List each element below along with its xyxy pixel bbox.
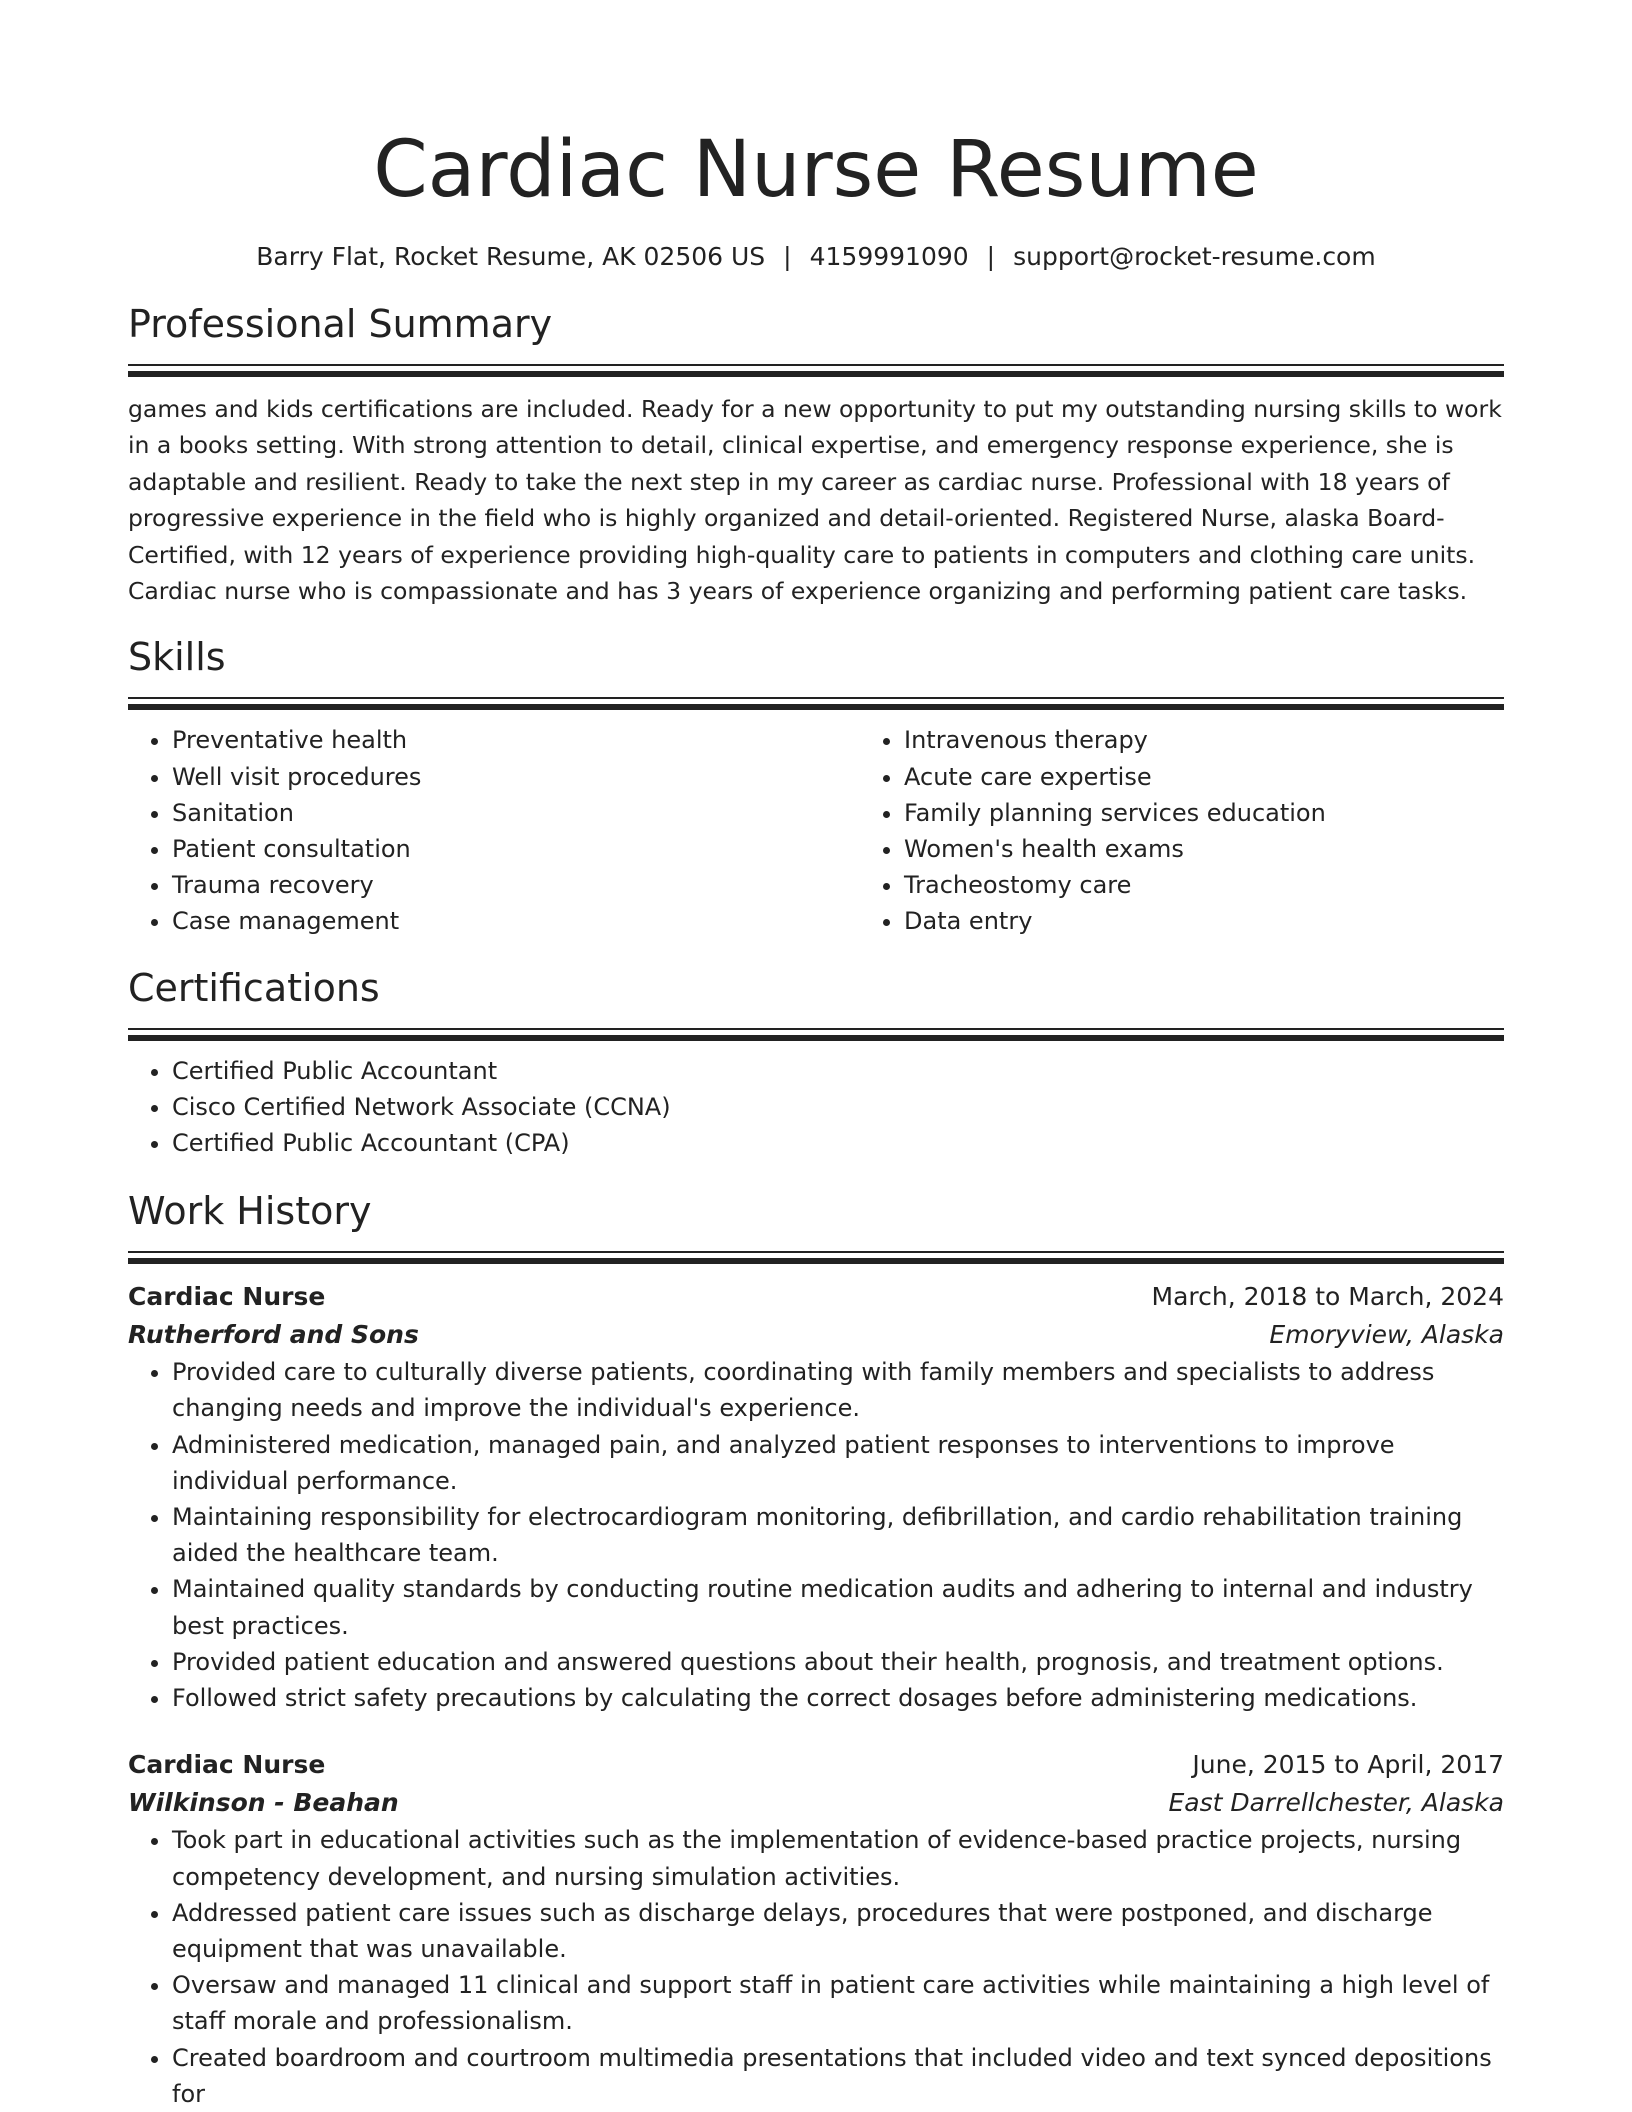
certifications-section <box>128 964 1504 1162</box>
job-location: East Darrellchester, Alaska <box>1168 1788 1504 1818</box>
job-dates: March, 2018 to March, 2024 <box>1151 1282 1504 1312</box>
skills-heading: Skills <box>128 635 226 680</box>
skill-item: • Intravenous therapy <box>904 722 1592 758</box>
skill-item: • Well visit procedures <box>172 759 860 795</box>
summary-heading: Professional Summary <box>128 302 553 346</box>
job-header <box>128 1278 1504 1316</box>
job-location: Emoryview, Alaska <box>1269 1320 1504 1350</box>
job-bullet: • Maintaining responsibility for electrocardiogram monitoring, defibrillation, and cardio rehabilitation training aided the healthcare team. <box>172 1499 1504 1571</box>
resume-page <box>128 0 1504 2112</box>
certifications-heading: Certifications <box>128 965 380 1010</box>
job-bullet: • Provided patient education and answered questions about their health, prognosis, and treatment options. <box>172 1644 1504 1680</box>
skills-section <box>128 633 1504 939</box>
job-header <box>128 1746 1504 1784</box>
job-dates: June, 2015 to April, 2017 <box>1192 1750 1504 1780</box>
job-bullet: • Maintained quality standards by conducting routine medication audits and adhering to internal and industry best practices. <box>172 1571 1504 1643</box>
skill-item: • Family planning services education <box>904 795 1592 831</box>
job-bullet: • Addressed patient care issues such as discharge delays, procedures that were postponed, and discharge equipment that was unavailable. <box>172 1895 1504 1967</box>
certifications-list <box>128 1053 1504 1162</box>
resume-title: Cardiac Nurse Resume <box>373 125 1259 215</box>
section-divider <box>128 1028 1504 1041</box>
skill-item: • Data entry <box>904 903 1592 939</box>
skill-item: • Sanitation <box>172 795 860 831</box>
job-bullet: • Took part in educational activities such as the implementation of evidence-based practice projects, nursing competency development, and nursing simulation activities. <box>172 1822 1504 1894</box>
summary-text: games and kids certifications are included. Ready for a new opportunity to put my outstanding nursing skills to work in a books setting. With strong attention to detail, clinical expertise, and emergency response experience, she is adaptable and resilient. Ready to take the next step in my career as cardiac nurse. Professional with 18 years of progressive experience in the field who is highly organized and detail-oriented. Registered Nurse, alaska Board-Certified, with 12 years of experience providing high-quality care to patients in computers and clothing care units. Cardiac nurse who is compassionate and has 3 years of experience organizing and performing patient care tasks. <box>128 395 1502 606</box>
contact-email: support@rocket-resume.com <box>1013 242 1376 271</box>
job-title: Cardiac Nurse <box>128 1282 326 1312</box>
certification-item: • Cisco Certified Network Associate (CCNA) <box>172 1089 1504 1125</box>
section-divider <box>128 697 1504 710</box>
job-bullets <box>128 1354 1504 1716</box>
job-entry <box>128 1746 1504 2112</box>
certification-item: • Certified Public Accountant (CPA) <box>172 1125 1504 1161</box>
job-bullet: • Created boardroom and courtroom multimedia presentations that included video and text synced depositions for <box>172 2040 1504 2112</box>
contact-line <box>128 240 1504 274</box>
job-entry <box>128 1278 1504 1716</box>
work-history-section <box>128 1187 1504 2112</box>
job-bullet: • Administered medication, managed pain, and analyzed patient responses to interventions to improve individual performance. <box>172 1427 1504 1499</box>
skills-list-left <box>128 722 860 939</box>
section-divider <box>128 364 1504 377</box>
job-bullet: • Oversaw and managed 11 clinical and support staff in patient care activities while maintaining a high level of staff morale and professionalism. <box>172 1967 1504 2039</box>
job-subheader <box>128 1784 1504 1822</box>
skill-item: • Women's health exams <box>904 831 1592 867</box>
job-title: Cardiac Nurse <box>128 1750 326 1780</box>
contact-phone: 4159991090 <box>809 242 969 271</box>
summary-section <box>128 300 1504 609</box>
skill-item: • Preventative health <box>172 722 860 758</box>
job-bullet: • Provided care to culturally diverse patients, coordinating with family members and specialists to address changing needs and improve the individual's experience. <box>172 1354 1504 1426</box>
job-company: Wilkinson - Beahan <box>128 1788 399 1818</box>
job-bullets <box>128 1822 1504 2112</box>
contact-separator: | <box>783 242 792 271</box>
section-divider <box>128 1251 1504 1264</box>
skill-item: • Acute care expertise <box>904 759 1592 795</box>
skills-columns <box>128 722 1504 939</box>
skill-item: • Case management <box>172 903 860 939</box>
job-company: Rutherford and Sons <box>128 1320 419 1350</box>
job-subheader <box>128 1316 1504 1354</box>
work-history-heading: Work History <box>128 1189 372 1234</box>
skill-item: • Trauma recovery <box>172 867 860 903</box>
job-bullet: • Followed strict safety precautions by calculating the correct dosages before administering medications. <box>172 1680 1504 1716</box>
contact-address: Barry Flat, Rocket Resume, AK 02506 US <box>256 242 766 271</box>
skill-item: • Tracheostomy care <box>904 867 1592 903</box>
certification-item: • Certified Public Accountant <box>172 1053 1504 1089</box>
contact-separator: | <box>986 242 996 271</box>
skill-item: • Patient consultation <box>172 831 860 867</box>
skills-list-right <box>860 722 1592 939</box>
